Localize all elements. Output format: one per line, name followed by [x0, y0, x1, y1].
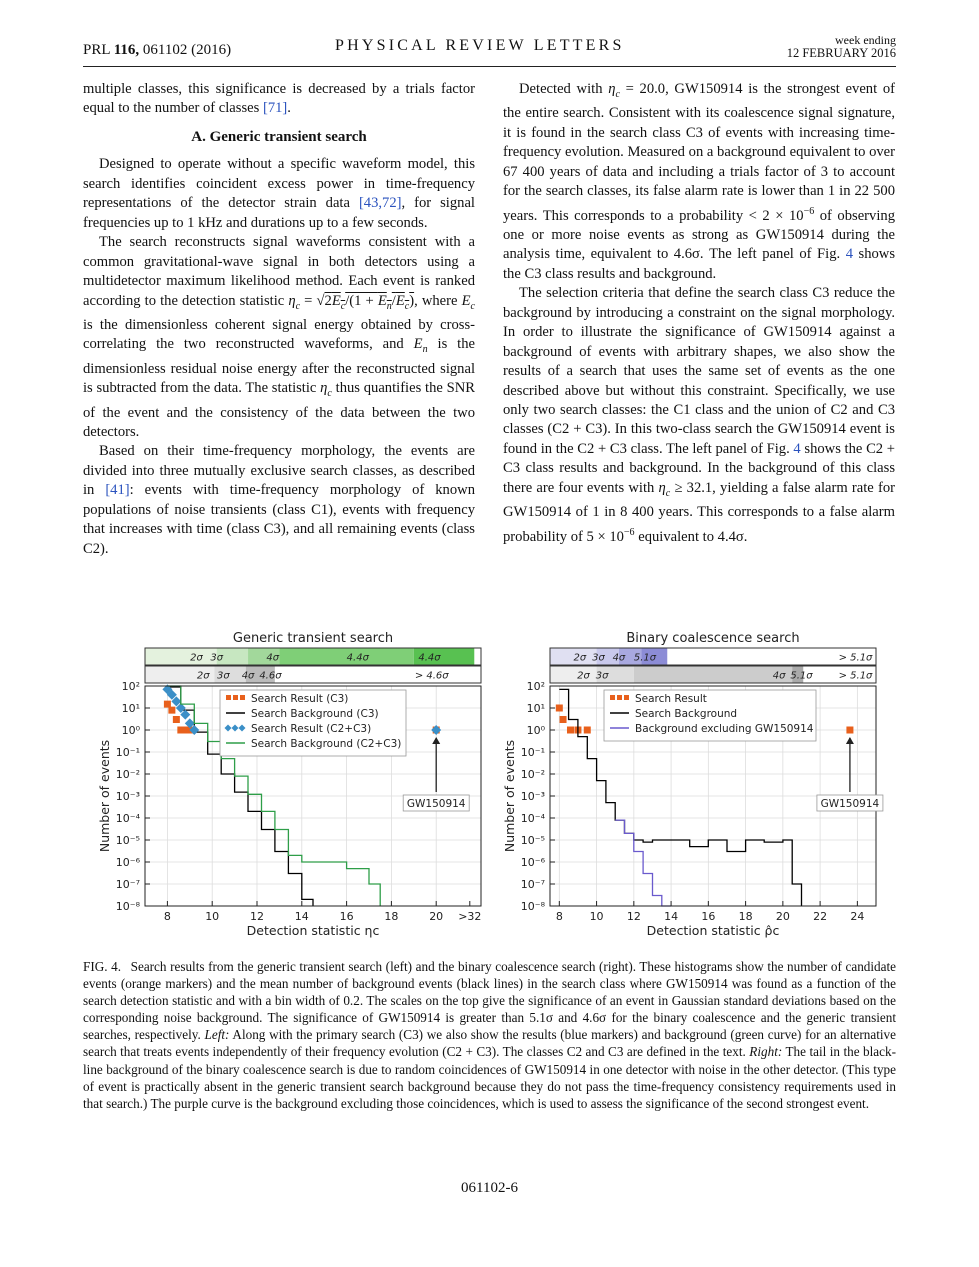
sigma-label: 5.1σ	[633, 652, 657, 664]
x-tick-label: 10	[205, 910, 220, 923]
sigma-label: 3σ	[595, 670, 609, 682]
y-tick-label: 10⁻⁸	[115, 900, 140, 913]
result-marker	[168, 707, 175, 714]
y-tick-label: 10⁰	[121, 724, 140, 737]
y-tick-label: 10⁰	[526, 724, 545, 737]
x-tick-label: 16	[701, 910, 716, 923]
y-tick-label: 10²	[121, 680, 140, 693]
journal-name: PRL	[83, 42, 110, 58]
legend-swatch	[617, 695, 622, 700]
legend-label: Search Background (C3)	[251, 708, 379, 720]
y-tick-label: 10²	[526, 680, 545, 693]
result-marker	[173, 716, 180, 723]
annotation-label: GW150914	[820, 798, 880, 810]
sigma-label: 2σ	[573, 652, 587, 664]
x-tick-label: 20	[429, 910, 444, 923]
issue-date-value: 12 FEBRUARY 2016	[786, 46, 896, 60]
legend-label: Search Background	[635, 708, 738, 720]
left-column	[83, 80, 475, 559]
sigma-label: 3σ	[592, 652, 605, 664]
sigma-label: 3σ	[210, 652, 224, 664]
paragraph: The selection criteria that define the search class C3 reduce the background by introducing a constraint on the signal morphology. In order to illustrate the significance of GW150914 against a background of events with arbitrary shapes, we also show the results of a search that uses the same set of events as the one described above but without this constraint. Specifically, we use only two search classes: the C1 class and the union of C2 and C3 classes (C2 + C3). In this two-class search the GW150914 event is found in the C2 + C3 class. The left panel of Fig. 4 shows the C2 + C3 class results and background. In the background of this class there are four events with $\eta_c \ge 32.1$, yielding a false alarm rate for GW150914 of 1 in 8 400 years. This corresponds to a false alarm probability of $5 \times 10^{-6}$ equivalent to 4.4σ.	[503, 285, 895, 545]
paragraph: The search reconstructs signal waveforms consistent with a common gravitational-wave signal in both detectors using a multidetector maximum likelihood method. Each event is ranked according to the detection statistic $\eta_c = √2E_c/(1 + E_n/E_c)$, where $E_c$ is the dimensionless coherent signal energy obtained by cross-correlating the two reconstructed waveforms, and $E_n$ is the dimensionless residual noise energy after the reconstructed signal is subtracted from the data. The statistic $\eta_c$ thus quantifies the SNR of the event and the consistency of the data between the two detectors.	[83, 234, 476, 440]
sigma-label: 2σ	[190, 652, 203, 664]
y-tick-label: 10⁻⁵	[115, 834, 140, 847]
x-tick-label: >32	[458, 910, 482, 923]
chart-title: Binary coalescence search	[626, 631, 800, 646]
article-number: 061102 (2016)	[142, 42, 232, 58]
page-number: 061102-6	[461, 1180, 518, 1196]
sigma-label: 2σ	[196, 670, 210, 682]
y-tick-label: 10⁻²	[520, 768, 545, 781]
x-tick-label: 14	[294, 910, 309, 923]
sigma-label: 4.6σ	[259, 670, 282, 682]
result-marker	[567, 727, 574, 734]
week-ending-label: week ending	[835, 33, 896, 47]
legend-label: Search Result (C3)	[251, 693, 349, 705]
background-series-line	[615, 820, 671, 906]
sigma-label: 4.4σ	[418, 652, 441, 664]
y-tick-label: 10⁻¹	[115, 746, 140, 759]
sigma-label: > 5.1σ	[838, 652, 873, 664]
legend-label: Search Result	[635, 693, 707, 705]
figure-right-panel	[488, 626, 888, 942]
x-tick-label: 8	[555, 910, 563, 923]
section-heading: A. Generic transient search	[191, 128, 367, 145]
sigma-label: 4σ	[241, 670, 255, 682]
legend-swatch	[240, 695, 245, 700]
journal-title: PHYSICAL REVIEW LETTERS	[335, 37, 625, 54]
x-tick-label: 8	[163, 910, 171, 923]
result-marker	[556, 705, 563, 712]
y-tick-label: 10⁻⁴	[520, 812, 545, 825]
legend-swatch	[610, 695, 615, 700]
y-tick-label: 10⁻³	[115, 790, 140, 803]
y-tick-label: 10¹	[526, 702, 545, 715]
x-tick-label: 18	[738, 910, 753, 923]
generic-transient-chart	[83, 626, 483, 942]
x-tick-label: 24	[850, 910, 865, 923]
sigma-label: 2σ	[577, 670, 590, 682]
y-tick-label: 10⁻⁷	[520, 878, 545, 891]
y-tick-label: 10⁻²	[115, 768, 140, 781]
x-tick-label: 18	[384, 910, 399, 923]
result-marker	[164, 701, 171, 708]
citation-link[interactable]: [41]	[105, 482, 130, 499]
sigma-label: 4.4σ	[346, 652, 369, 664]
x-tick-label: 12	[250, 910, 264, 923]
legend-label: Search Background (C2+C3)	[251, 738, 402, 750]
legend-label: Search Result (C2+C3)	[251, 723, 372, 735]
x-tick-label: 22	[813, 910, 828, 923]
y-tick-label: 10⁻⁸	[520, 900, 545, 913]
x-axis-label: Detection statistic ρ̂c	[646, 923, 780, 938]
y-tick-label: 10⁻⁶	[115, 856, 140, 869]
figure-link[interactable]: 4	[845, 246, 853, 263]
paragraph: Based on their time-frequency morphology, the events are divided into three mutually exclusive search classes, as described in [41]: events with time-frequency morphology of known populations of noise transients (class C1), events with frequency that increases with time (class C3), and all remaining events (class C2).	[83, 443, 475, 557]
significance-band	[145, 648, 217, 665]
y-tick-label: 10⁻⁴	[115, 812, 140, 825]
sigma-label: > 5.1σ	[838, 670, 873, 682]
journal-citation	[83, 42, 231, 59]
x-tick-label: 16	[339, 910, 354, 923]
legend-swatch	[226, 695, 231, 700]
y-tick-label: 10⁻⁵	[520, 834, 545, 847]
sigma-label: 4σ	[772, 670, 786, 682]
citation-link[interactable]: [71]	[262, 100, 288, 117]
legend-swatch	[624, 695, 629, 700]
figure-left-panel	[83, 626, 483, 942]
x-tick-label: 10	[589, 910, 604, 923]
sigma-label: 5.1σ	[790, 670, 813, 682]
formula-eta: $\eta_c = √2E_c/(1 + E_n/E_c)$	[288, 292, 415, 312]
journal-volume: 116,	[113, 42, 140, 58]
y-tick-label: 10¹	[121, 702, 140, 715]
page-header	[83, 32, 896, 67]
y-tick-label: 10⁻⁶	[520, 856, 545, 869]
sigma-label: 4σ	[266, 652, 280, 664]
x-axis-label: Detection statistic ηc	[246, 923, 380, 938]
legend-swatch	[233, 695, 238, 700]
chart-title: Generic transient search	[232, 631, 394, 646]
paragraph: multiple classes, this significance is decreased by a trials factor equal to the number of classes [71].	[83, 81, 475, 117]
legend-label: Background excluding GW150914	[635, 723, 814, 735]
y-axis-label: Number of events	[97, 739, 112, 853]
y-tick-label: 10⁻¹	[520, 746, 545, 759]
figure-caption: FIG. 4. Search results from the generic transient search (left) and the binary coalescence search (right). These histograms show the number of candidate events (orange markers) and the mean number of background events (black lines) in the search class where GW150914 was found as a function of the search detection statistic and with a bin width of 0.2. The scales on the top give the significance of an event in Gaussian standard deviations based on the corresponding noise background. The significance of GW150914 is greater than 5.1σ and 4.6σ for the binary coalescence and the generic transient searches, respectively. Left: Along with the primary search (C3) we also show the results (blue markers) and background (green curve) for an alternative search that treats events independently of their frequency evolution (C2 + C3). The classes C2 and C3 are defined in the text. Right: The tail in the black-line background of the binary coalescence search is due to random coincidences of GW150914 in one detector with noise in the other detector. (This type of event is practically absent in the generic transient search background because they do not pass the time-frequency consistency requirements used in that search.) The purple curve is the background excluding those coincidences, which is used to assess the significance of the second strongest event.	[83, 959, 897, 1111]
x-tick-label: 12	[626, 910, 641, 923]
annotation-arrowhead	[846, 737, 854, 744]
sigma-label: > 4.6σ	[414, 670, 449, 682]
paragraph: Designed to operate without a specific waveform model, this search identifies coincident excess power in time-frequency representations of the detector strain data [43,72], for signal frequencies up to 1 kHz and durations up to a few seconds.	[83, 156, 475, 231]
result-marker	[584, 727, 591, 734]
sigma-label: 3σ	[217, 670, 230, 682]
y-axis-label: Number of events	[502, 739, 517, 853]
binary-coalescence-chart	[488, 626, 888, 942]
issue-date	[787, 34, 896, 60]
paragraph: Detected with $\eta_c = 20.0$, GW150914 is the strongest event of the entire search. Consistent with its coalescence signal signature, it is found in the search class C3 of events with increasing time-frequency evolution. Measured on a background equivalent to over 67 400 years of data and including a trials factor of 3 to account for the search classes, its false alarm rate is lower than 1 in 22 500 years. This corresponds to a probability < $2 \times 10^{-6}$ of observing one or more noise events as strong as GW150914 during the analysis time, equivalent to 4.6σ. The left panel of Fig. 4 shows the C3 class results and background.	[503, 81, 896, 282]
result-marker	[560, 716, 567, 723]
figure-link[interactable]: 4	[793, 440, 801, 457]
x-tick-label: 14	[664, 910, 679, 923]
sigma-label: 4σ	[612, 652, 626, 664]
annotation-arrowhead	[432, 737, 440, 744]
citation-link[interactable]: [43,72]	[358, 195, 402, 212]
annotation-label: GW150914	[406, 798, 466, 810]
y-tick-label: 10⁻⁷	[115, 878, 140, 891]
caption-label: FIG. 4.	[83, 959, 122, 974]
right-column	[503, 80, 895, 547]
result-marker	[846, 727, 853, 734]
significance-band	[634, 666, 792, 683]
significance-band	[275, 666, 481, 683]
x-tick-label: 20	[775, 910, 790, 923]
y-tick-label: 10⁻³	[520, 790, 545, 803]
